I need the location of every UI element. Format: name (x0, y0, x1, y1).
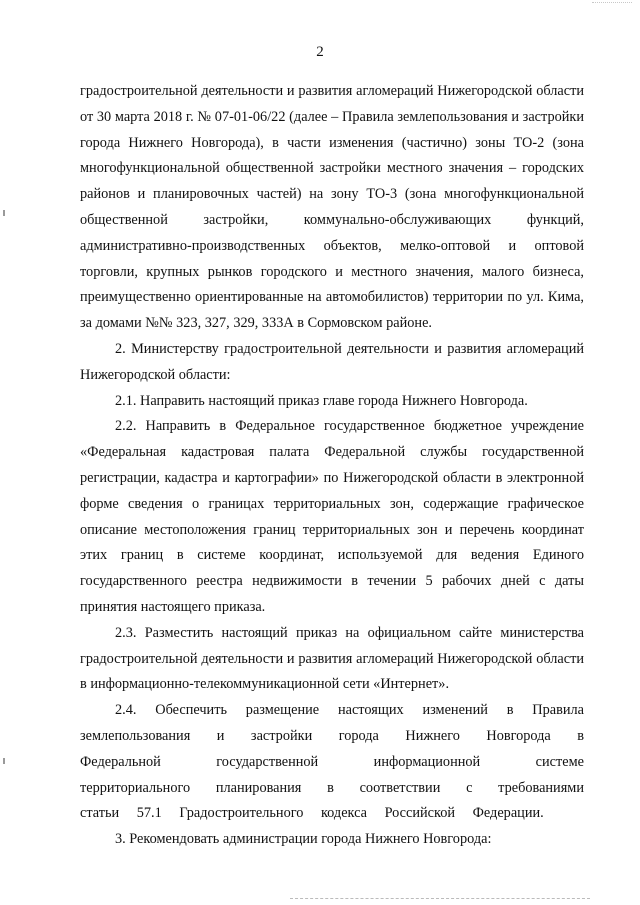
paragraph-item-2: 2. Министерству градостроительной деятельности и развития агломераций Нижегородской области: (80, 340, 584, 383)
paragraph-item-2-3: 2.3. Разместить настоящий приказ на официальном сайте министерства градостроительной деятельности и развития агломераций Нижегородской области в информационно-телекоммуникационной сети «Интернет». (80, 624, 584, 693)
scan-artifact (3, 210, 5, 216)
paragraph-item-2-4: 2.4. Обеспечить размещение настоящих изменений в Правила землепользования и застройки города Нижнего Новгорода в Федеральной государственной информационной системе территориального планирования в соответствии с требованиями статьи 57.1 Градостроительного кодекса Российской Федерации. (80, 702, 584, 822)
footer-rule (290, 898, 590, 900)
scan-artifact (3, 758, 5, 764)
paragraph-item-2-2: 2.2. Направить в Федеральное государственное бюджетное учреждение «Федеральная кадастровая палата Федеральной службы государственной регистрации, кадастра и картографии» по Нижегородской области в электронной форме сведения о границах территориальных зон, содержащие графическое описание местоположения границ территориальных зон и перечень координат этих границ в системе координат, используемой для ведения Единого государственного реестра недвижимости в течении 5 рабочих дней с даты принятия настоящего приказа. (80, 418, 584, 615)
paragraph-item-2-1: 2.1. Направить настоящий приказ главе города Нижнего Новгорода. (115, 392, 528, 409)
document-body (80, 79, 584, 853)
paragraph-item-3: 3. Рекомендовать администрации города Нижнего Новгорода: (115, 831, 492, 848)
scan-artifact (592, 2, 632, 5)
paragraph-continuation: градостроительной деятельности и развития агломераций Нижегородской области от 30 марта 2018 г. № 07-01-06/22 (далее – Правила землепользования и застройки города Нижнего Новгорода), в части изменения (частично) зоны ТО-2 (зона многофункциональной общественной застройки местного значения – городских районов и планировочных частей) на зону ТО-3 (зона многофункциональной общественной застройки, коммунально-обслуживающих функций, административно-производственных объектов, мелко-оптовой и оптовой торговли, крупных рынков городского и местного значения, малого бизнеса, преимущественно ориентированные на автомобилистов) территории по ул. Кима, за домами №№ 323, 327, 329, 333А в Сормовском районе. (80, 83, 584, 332)
page-number: 2 (316, 44, 324, 60)
